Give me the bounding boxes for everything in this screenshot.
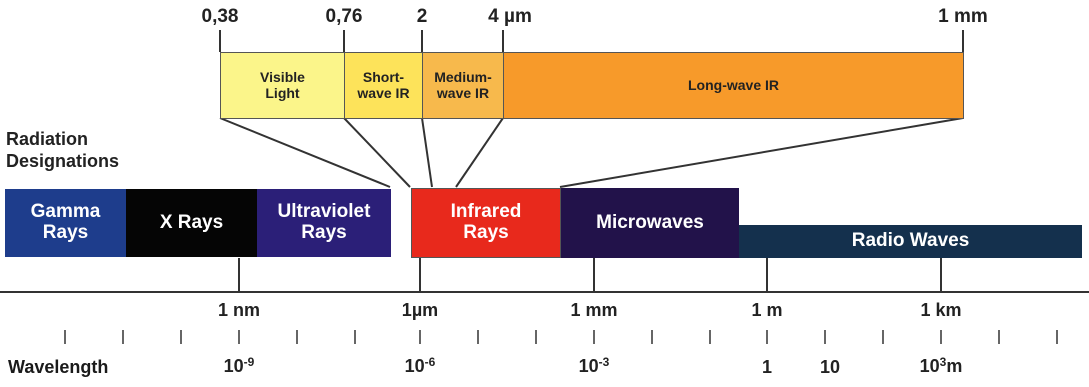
connector-line (456, 118, 503, 187)
top-scale-label: 0,38 (201, 6, 239, 27)
microwaves-band: Microwaves (561, 188, 739, 258)
minor-ticks (65, 330, 1057, 344)
wavelength-value: 1 (761, 357, 773, 377)
length-label: 1 nm (217, 300, 261, 320)
wavelength-value (920, 355, 963, 377)
power-exponent: -9 (243, 355, 255, 369)
gamma-rays-band: Gamma Rays (5, 189, 126, 257)
long-wave-ir-band: Long-wave IR (503, 52, 964, 119)
length-label: 1 mm (570, 300, 618, 320)
length-label: 1µm (401, 300, 439, 320)
wavelength-title: Wavelength (8, 357, 109, 377)
heading-line-2: Designations (6, 151, 120, 171)
infrared-rays-band: Infrared Rays (411, 188, 561, 258)
ultraviolet-rays-band: Ultraviolet Rays (257, 189, 391, 257)
short-wave-ir-band: Short- wave IR (344, 52, 423, 119)
connector-line (560, 118, 963, 187)
power-base: 10 (578, 356, 599, 376)
connector-line (344, 118, 410, 187)
length-label: 1 km (920, 300, 962, 320)
connector-line (220, 118, 390, 187)
power-exponent: -6 (424, 355, 436, 369)
power-exponent: -3 (598, 355, 610, 369)
power-base: 10 (404, 356, 425, 376)
wavelength-value (224, 355, 255, 377)
power-base: 10 (919, 356, 940, 376)
radiation-heading (6, 128, 119, 172)
unit-meter: m (946, 356, 963, 376)
wavelength-value (579, 355, 610, 377)
top-scale-label: 0,76 (325, 6, 363, 27)
medium-wave-ir-band: Medium- wave IR (422, 52, 504, 119)
wavelength-value: 10 (819, 357, 841, 377)
length-label: 1 m (751, 300, 783, 320)
x-rays-band: X Rays (126, 189, 257, 257)
top-scale-label: 1 mm (938, 6, 988, 27)
top-scale-label: 4 µm (488, 6, 532, 27)
power-exponent: 3 (939, 355, 947, 369)
top-scale-label: 2 (416, 6, 428, 27)
visible-light-band: Visible Light (220, 52, 345, 119)
radio-waves-band: Radio Waves (739, 225, 1082, 258)
connector-line (422, 118, 432, 187)
wavelength-value (405, 355, 436, 377)
heading-line-1: Radiation (6, 129, 89, 149)
power-base: 10 (223, 356, 244, 376)
